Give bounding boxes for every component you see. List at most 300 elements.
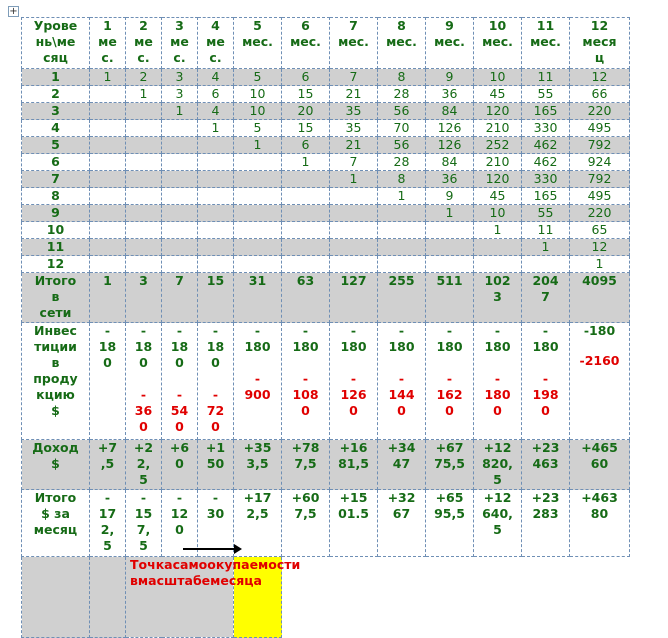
- header-cell-line: Урове: [33, 18, 78, 33]
- total-network-value-line: 204: [532, 273, 559, 288]
- level-value: [90, 120, 126, 137]
- header-cell-line: 5: [253, 18, 262, 33]
- income-value: [426, 440, 474, 490]
- investment-cumulative: 0: [211, 419, 220, 434]
- level-value: [90, 205, 126, 222]
- level-row: [22, 120, 630, 137]
- monthly-total-value-line: 15: [134, 506, 153, 521]
- investment-cumulative: 108: [292, 387, 319, 402]
- header-cell-line: 9: [445, 18, 454, 33]
- monthly-total-value-line: 95,5: [434, 506, 465, 521]
- investment-value: [474, 323, 522, 440]
- investment-value: [234, 323, 282, 440]
- level-value: 6: [282, 137, 330, 154]
- level-label: 5: [22, 137, 90, 154]
- investment-label-line: кцию: [36, 387, 75, 402]
- level-value: 21: [330, 86, 378, 103]
- total-network-value-line: 15: [206, 273, 225, 288]
- investment-spacer: [474, 355, 521, 371]
- level-value: [198, 171, 234, 188]
- monthly-total-value-line: -: [212, 490, 219, 505]
- level-value: [378, 256, 426, 273]
- investment-label: [22, 323, 90, 440]
- investment-per-unit: -: [254, 323, 261, 338]
- level-value: [378, 205, 426, 222]
- investment-per-unit: 180: [244, 339, 271, 354]
- level-value: 3: [162, 86, 198, 103]
- level-value: [90, 103, 126, 120]
- level-value: 495: [570, 188, 630, 205]
- level-value: [162, 239, 198, 256]
- income-value-line: 3,5: [246, 456, 269, 471]
- header-cell: [570, 18, 630, 69]
- monthly-total-value-line: 5: [493, 522, 502, 537]
- income-value: [198, 440, 234, 490]
- level-value: [162, 154, 198, 171]
- income-value-line: 820,: [482, 456, 513, 471]
- monthly-total-value-line: 67: [392, 506, 411, 521]
- level-value: 66: [570, 86, 630, 103]
- level-value: 120: [474, 171, 522, 188]
- level-value: 15: [282, 120, 330, 137]
- level-value: 55: [522, 205, 570, 222]
- monthly-total-value: [198, 490, 234, 557]
- monthly-total-value-line: 80: [590, 506, 609, 521]
- header-cell-line: мес.: [338, 34, 369, 49]
- level-value: [282, 205, 330, 222]
- level-value: 924: [570, 154, 630, 171]
- investment-per-unit: 180: [436, 339, 463, 354]
- level-value: 330: [522, 171, 570, 188]
- level-value: 65: [570, 222, 630, 239]
- investment-cumulative: 0: [139, 419, 148, 434]
- level-value: 1: [90, 69, 126, 86]
- investment-per-unit: 0: [211, 355, 220, 370]
- level-value: [162, 120, 198, 137]
- header-cell-line: 8: [397, 18, 406, 33]
- header-cell-line: мес.: [482, 34, 513, 49]
- level-value: 792: [570, 171, 630, 188]
- level-value: 4: [198, 69, 234, 86]
- investment-per-unit: 180: [532, 339, 559, 354]
- level-row: [22, 256, 630, 273]
- breakeven-note-line: самоокупаемо: [172, 557, 277, 572]
- monthly-total-row: [22, 490, 630, 557]
- level-value: 9: [426, 69, 474, 86]
- investment-cumulative: -: [398, 371, 405, 386]
- level-value: [198, 205, 234, 222]
- level-value: [474, 256, 522, 273]
- level-value: 462: [522, 137, 570, 154]
- income-value-line: 5: [493, 472, 502, 487]
- investment-per-unit: -: [140, 323, 147, 338]
- investment-cumulative: 0: [349, 403, 358, 418]
- income-value-line: +67: [435, 440, 464, 455]
- income-value-line: 7,5: [294, 456, 317, 471]
- level-value: 84: [426, 154, 474, 171]
- investment-value: [378, 323, 426, 440]
- level-value: 20: [282, 103, 330, 120]
- header-cell-line: 3: [175, 18, 184, 33]
- header-cell: [330, 18, 378, 69]
- investment-per-unit: 18: [134, 339, 153, 354]
- level-value: [162, 137, 198, 154]
- level-value: 9: [426, 188, 474, 205]
- total-network-value: [126, 273, 162, 323]
- investment-spacer: [162, 371, 197, 387]
- income-value-line: 81,5: [338, 456, 369, 471]
- total-network-value: [162, 273, 198, 323]
- level-value: 6: [198, 86, 234, 103]
- total-network-value: [474, 273, 522, 323]
- investment-label-line: тиции: [34, 339, 77, 354]
- level-value: 8: [378, 171, 426, 188]
- investment-spacer: [522, 355, 569, 371]
- level-value: [126, 222, 162, 239]
- income-label: [22, 440, 90, 490]
- investment-value: [90, 323, 126, 440]
- total-network-label-line: сети: [39, 305, 72, 320]
- header-cell: [22, 18, 90, 69]
- total-network-value-line: 3: [139, 273, 148, 288]
- level-value: [90, 171, 126, 188]
- total-network-label-line: Итого: [34, 273, 77, 288]
- header-cell-line: с.: [173, 50, 186, 65]
- investment-per-unit: 180: [388, 339, 415, 354]
- monthly-total-value-line: +32: [387, 490, 416, 505]
- total-network-value-line: 102: [484, 273, 511, 288]
- level-value: 1: [162, 103, 198, 120]
- investment-cumulative: -: [140, 387, 147, 402]
- level-value: 1: [282, 154, 330, 171]
- income-value: [474, 440, 522, 490]
- header-cell-line: 6: [301, 18, 310, 33]
- header-cell-line: 4: [211, 18, 220, 33]
- level-value: 10: [474, 205, 522, 222]
- monthly-total-value-line: 640,: [482, 506, 513, 521]
- header-cell-line: мес.: [386, 34, 417, 49]
- level-value: 165: [522, 188, 570, 205]
- move-cross-icon[interactable]: +: [9, 6, 18, 17]
- monthly-total-label-line: $ за: [41, 506, 70, 521]
- monthly-total-value: [162, 490, 198, 557]
- investment-label-line: Инвес: [34, 323, 77, 338]
- header-cell-line: с.: [137, 50, 150, 65]
- monthly-total-value-line: +65: [435, 490, 464, 505]
- investment-cumulative: 900: [244, 387, 271, 402]
- level-value: [90, 154, 126, 171]
- income-value: [330, 440, 378, 490]
- level-value: 1: [474, 222, 522, 239]
- monthly-total-value: [126, 490, 162, 557]
- monthly-total-value-line: 17: [98, 506, 117, 521]
- level-value: [162, 256, 198, 273]
- total-network-value: [330, 273, 378, 323]
- investment-cumulative: 0: [445, 403, 454, 418]
- level-value: 1: [378, 188, 426, 205]
- level-value: [234, 256, 282, 273]
- level-value: [126, 154, 162, 171]
- level-value: [162, 205, 198, 222]
- header-cell-line: ц: [594, 50, 605, 65]
- total-network-label: [22, 273, 90, 323]
- investment-spacer: [378, 355, 425, 371]
- income-label-line: $: [51, 456, 60, 471]
- total-network-value: [90, 273, 126, 323]
- monthly-total-value-line: 01.5: [338, 506, 369, 521]
- investment-cumulative: -: [212, 387, 219, 402]
- level-value: 1: [126, 86, 162, 103]
- level-value: [198, 154, 234, 171]
- level-value: [198, 137, 234, 154]
- level-label: 6: [22, 154, 90, 171]
- level-value: 210: [474, 120, 522, 137]
- level-value: 126: [426, 137, 474, 154]
- investment-value: [570, 323, 630, 440]
- level-value: [330, 239, 378, 256]
- total-network-value: [282, 273, 330, 323]
- investment-cumulative: 198: [532, 387, 559, 402]
- level-value: [126, 256, 162, 273]
- income-value: [570, 440, 630, 490]
- investment-per-unit: -: [302, 323, 309, 338]
- investment-cumulative: -: [176, 387, 183, 402]
- monthly-total-value-line: +23: [531, 490, 560, 505]
- level-value: 36: [426, 86, 474, 103]
- monthly-total-value: [282, 490, 330, 557]
- monthly-total-value-line: +15: [339, 490, 368, 505]
- investment-cumulative: -: [542, 371, 549, 386]
- level-value: 8: [378, 69, 426, 86]
- level-label: 2: [22, 86, 90, 103]
- income-value: [234, 440, 282, 490]
- monthly-total-value-line: +17: [243, 490, 272, 505]
- income-row: [22, 440, 630, 490]
- level-row: [22, 222, 630, 239]
- total-network-value-line: 7: [175, 273, 184, 288]
- investment-cumulative: -: [446, 371, 453, 386]
- investment-per-unit: 180: [340, 339, 367, 354]
- header-cell: [126, 18, 162, 69]
- investment-spacer: [282, 355, 329, 371]
- level-value: [378, 239, 426, 256]
- monthly-total-label-line: Итого: [34, 490, 77, 505]
- monthly-total-value: [330, 490, 378, 557]
- total-network-value-line: 7: [541, 289, 550, 304]
- investment-cumulative: -2160: [579, 353, 620, 368]
- header-cell-line: мес.: [530, 34, 561, 49]
- level-value: [234, 239, 282, 256]
- level-row: [22, 171, 630, 188]
- investment-value: [162, 323, 198, 440]
- total-network-value: [198, 273, 234, 323]
- monthly-total-value-line: 12: [170, 506, 189, 521]
- level-value: [282, 222, 330, 239]
- note-blank-cell: [22, 557, 90, 638]
- header-cell-line: с.: [209, 50, 222, 65]
- header-cell-line: 2: [139, 18, 148, 33]
- header-cell: [474, 18, 522, 69]
- income-value-line: +78: [291, 440, 320, 455]
- investment-value: [282, 323, 330, 440]
- level-value: [378, 222, 426, 239]
- total-network-value-line: 511: [436, 273, 463, 288]
- investment-cumulative: -: [350, 371, 357, 386]
- header-cell-line: 7: [349, 18, 358, 33]
- investment-per-unit: -: [212, 323, 219, 338]
- investment-per-unit: 180: [292, 339, 319, 354]
- breakeven-note-line: масштабе: [137, 573, 211, 588]
- level-value: 7: [330, 154, 378, 171]
- level-value: 3: [162, 69, 198, 86]
- total-network-value-line: 4095: [582, 273, 617, 288]
- monthly-total-value-line: +60: [291, 490, 320, 505]
- income-value: [282, 440, 330, 490]
- header-cell-line: 12: [590, 18, 609, 33]
- monthly-total-value-line: -: [140, 490, 147, 505]
- level-value: [282, 188, 330, 205]
- arrow-head-icon: [234, 544, 242, 554]
- investment-cumulative: -: [494, 371, 501, 386]
- level-row: [22, 137, 630, 154]
- investment-per-unit: 18: [170, 339, 189, 354]
- header-cell: [378, 18, 426, 69]
- header-cell: [198, 18, 234, 69]
- level-value: [90, 239, 126, 256]
- level-value: [330, 256, 378, 273]
- level-value: 4: [198, 103, 234, 120]
- level-value: 1: [330, 171, 378, 188]
- total-network-value-line: 3: [493, 289, 502, 304]
- level-value: 5: [234, 69, 282, 86]
- income-value-line: 47: [392, 456, 411, 471]
- level-value: 56: [378, 137, 426, 154]
- level-value: 10: [234, 86, 282, 103]
- income-value: [522, 440, 570, 490]
- income-value-line: +16: [339, 440, 368, 455]
- level-value: [198, 256, 234, 273]
- level-value: [126, 120, 162, 137]
- level-value: 84: [426, 103, 474, 120]
- income-value-line: +6: [169, 440, 190, 455]
- investment-spacer: [330, 355, 377, 371]
- level-value: 35: [330, 103, 378, 120]
- monthly-total-value-line: -: [104, 490, 111, 505]
- investment-cumulative: 162: [436, 387, 463, 402]
- investment-spacer: [426, 355, 473, 371]
- income-value-line: +12: [483, 440, 512, 455]
- breakeven-note-line: месяца: [210, 573, 262, 588]
- level-label: 7: [22, 171, 90, 188]
- level-value: 55: [522, 86, 570, 103]
- investment-per-unit: -: [446, 323, 453, 338]
- total-network-value: [234, 273, 282, 323]
- investment-value: [126, 323, 162, 440]
- monthly-total-value: [570, 490, 630, 557]
- level-value: 11: [522, 69, 570, 86]
- income-value-line: +2: [133, 440, 154, 455]
- investment-per-unit: -: [494, 323, 501, 338]
- level-label: 1: [22, 69, 90, 86]
- breakeven-note-line: сти в: [130, 557, 301, 588]
- investment-cumulative: 144: [388, 387, 415, 402]
- monthly-total-value: [378, 490, 426, 557]
- level-value: 21: [330, 137, 378, 154]
- total-network-row: [22, 273, 630, 323]
- header-cell: [90, 18, 126, 69]
- level-label: 10: [22, 222, 90, 239]
- monthly-total-value-line: 30: [206, 506, 225, 521]
- level-value: 2: [126, 69, 162, 86]
- level-value: [426, 256, 474, 273]
- header-cell-line: с.: [101, 50, 114, 65]
- total-network-label-line: в: [51, 289, 60, 304]
- level-row: [22, 103, 630, 120]
- monthly-total-value-line: 5: [103, 538, 112, 553]
- header-cell: [282, 18, 330, 69]
- level-value: 45: [474, 86, 522, 103]
- level-label: 4: [22, 120, 90, 137]
- level-value: [90, 222, 126, 239]
- level-value: [126, 205, 162, 222]
- investment-per-unit: -: [350, 323, 357, 338]
- header-cell-line: 11: [536, 18, 555, 33]
- investment-per-unit: 18: [98, 339, 117, 354]
- level-value: 10: [474, 69, 522, 86]
- investment-cumulative: 0: [493, 403, 502, 418]
- investment-label-line: в: [51, 355, 60, 370]
- level-value: 792: [570, 137, 630, 154]
- income-value-line: 5: [139, 472, 148, 487]
- header-cell-line: 1: [103, 18, 112, 33]
- monthly-total-value: [522, 490, 570, 557]
- level-row: [22, 86, 630, 103]
- level-value: 126: [426, 120, 474, 137]
- level-value: [474, 239, 522, 256]
- header-cell: [522, 18, 570, 69]
- monthly-total-value: [90, 490, 126, 557]
- income-value-line: +34: [387, 440, 416, 455]
- level-value: 5: [234, 120, 282, 137]
- investment-value: [522, 323, 570, 440]
- investment-row: [22, 323, 630, 440]
- header-cell: [426, 18, 474, 69]
- monthly-total-value-line: 283: [532, 506, 559, 521]
- monthly-total-value: [474, 490, 522, 557]
- payback-table: [21, 17, 630, 638]
- level-value: 252: [474, 137, 522, 154]
- level-value: 12: [570, 239, 630, 256]
- header-cell-line: ме: [206, 34, 225, 49]
- level-value: [282, 256, 330, 273]
- note-row: [22, 557, 630, 638]
- investment-spacer: [198, 371, 233, 387]
- investment-per-unit: -: [104, 323, 111, 338]
- investment-cumulative: 36: [134, 403, 153, 418]
- investment-value: [198, 323, 234, 440]
- level-value: [198, 222, 234, 239]
- level-value: [426, 239, 474, 256]
- level-value: [126, 188, 162, 205]
- investment-cumulative: 0: [397, 403, 406, 418]
- income-value-line: +1: [205, 440, 226, 455]
- level-value: 56: [378, 103, 426, 120]
- level-value: 495: [570, 120, 630, 137]
- level-value: [522, 256, 570, 273]
- level-label: 3: [22, 103, 90, 120]
- level-value: 1: [522, 239, 570, 256]
- investment-per-unit: 180: [484, 339, 511, 354]
